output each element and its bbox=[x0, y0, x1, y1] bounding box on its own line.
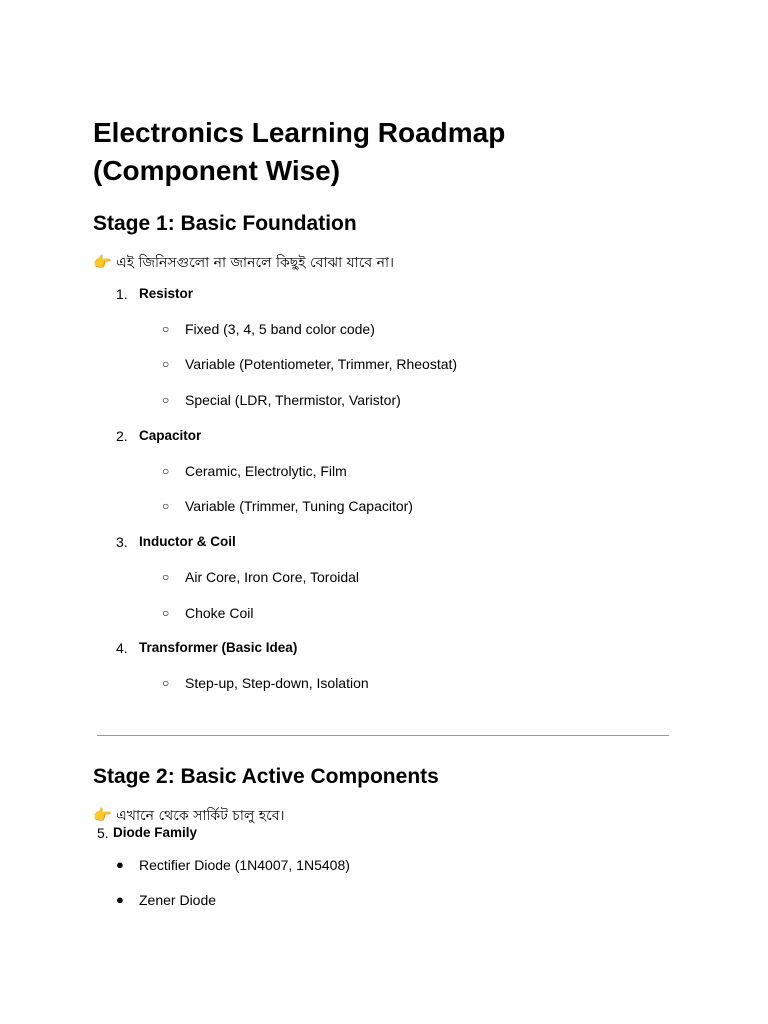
sub-list-item: Rectifier Diode (1N4007, 1N5408) bbox=[139, 857, 350, 873]
list-number: 1. bbox=[116, 286, 128, 302]
stage1-heading: Stage 1: Basic Foundation bbox=[93, 212, 357, 235]
hollow-bullet-icon: ○ bbox=[162, 464, 170, 478]
document-title: Electronics Learning Roadmap (Component Wise) bbox=[93, 117, 506, 186]
pointing-hand-icon: 👉 bbox=[93, 806, 112, 824]
list-item-inductor-coil: Inductor & Coil bbox=[139, 534, 236, 549]
sub-list-item: Fixed (3, 4, 5 band color code) bbox=[185, 321, 375, 337]
sub-list-item: Special (LDR, Thermistor, Varistor) bbox=[185, 392, 401, 408]
list-item-capacitor: Capacitor bbox=[139, 428, 202, 443]
sub-list-item: Ceramic, Electrolytic, Film bbox=[185, 463, 347, 479]
sub-list-item: Air Core, Iron Core, Toroidal bbox=[185, 569, 360, 585]
sub-list-item: Variable (Potentiometer, Trimmer, Rheostat) bbox=[185, 356, 458, 372]
list-item-resistor: Resistor bbox=[139, 286, 194, 301]
list-number: 3. bbox=[116, 534, 128, 550]
pointing-hand-icon: 👉 bbox=[93, 253, 112, 271]
list-number: 2. bbox=[116, 428, 128, 444]
stage2-note-text: এখানে থেকে সার্কিট চালু হবে। bbox=[111, 808, 285, 824]
stage1-note-text: এই জিনিসগুলো না জানলে কিছুই বোঝা যাবে না। bbox=[111, 255, 395, 271]
sub-list-item: Choke Coil bbox=[185, 605, 254, 621]
hollow-bullet-icon: ○ bbox=[162, 499, 170, 513]
stage2-note bbox=[93, 805, 285, 826]
filled-bullet-icon: ● bbox=[116, 857, 124, 872]
hollow-bullet-icon: ○ bbox=[162, 322, 170, 336]
hollow-bullet-icon: ○ bbox=[162, 393, 170, 407]
sub-list-item: Variable (Trimmer, Tuning Capacitor) bbox=[185, 498, 413, 514]
horizontal-divider bbox=[97, 735, 669, 736]
hollow-bullet-icon: ○ bbox=[162, 570, 170, 584]
stage2-heading: Stage 2: Basic Active Components bbox=[93, 765, 439, 788]
sub-list-item: Zener Diode bbox=[139, 892, 217, 908]
list-item-diode-family: Diode Family bbox=[113, 825, 198, 840]
hollow-bullet-icon: ○ bbox=[162, 606, 170, 620]
sub-list-item: Step-up, Step-down, Isolation bbox=[185, 675, 369, 691]
filled-bullet-icon: ● bbox=[116, 892, 124, 907]
list-number: 4. bbox=[116, 640, 128, 656]
list-item-transformer: Transformer (Basic Idea) bbox=[139, 640, 298, 655]
hollow-bullet-icon: ○ bbox=[162, 676, 170, 690]
stage1-note bbox=[93, 252, 394, 273]
list-number: 5. bbox=[97, 825, 109, 841]
hollow-bullet-icon: ○ bbox=[162, 357, 170, 371]
